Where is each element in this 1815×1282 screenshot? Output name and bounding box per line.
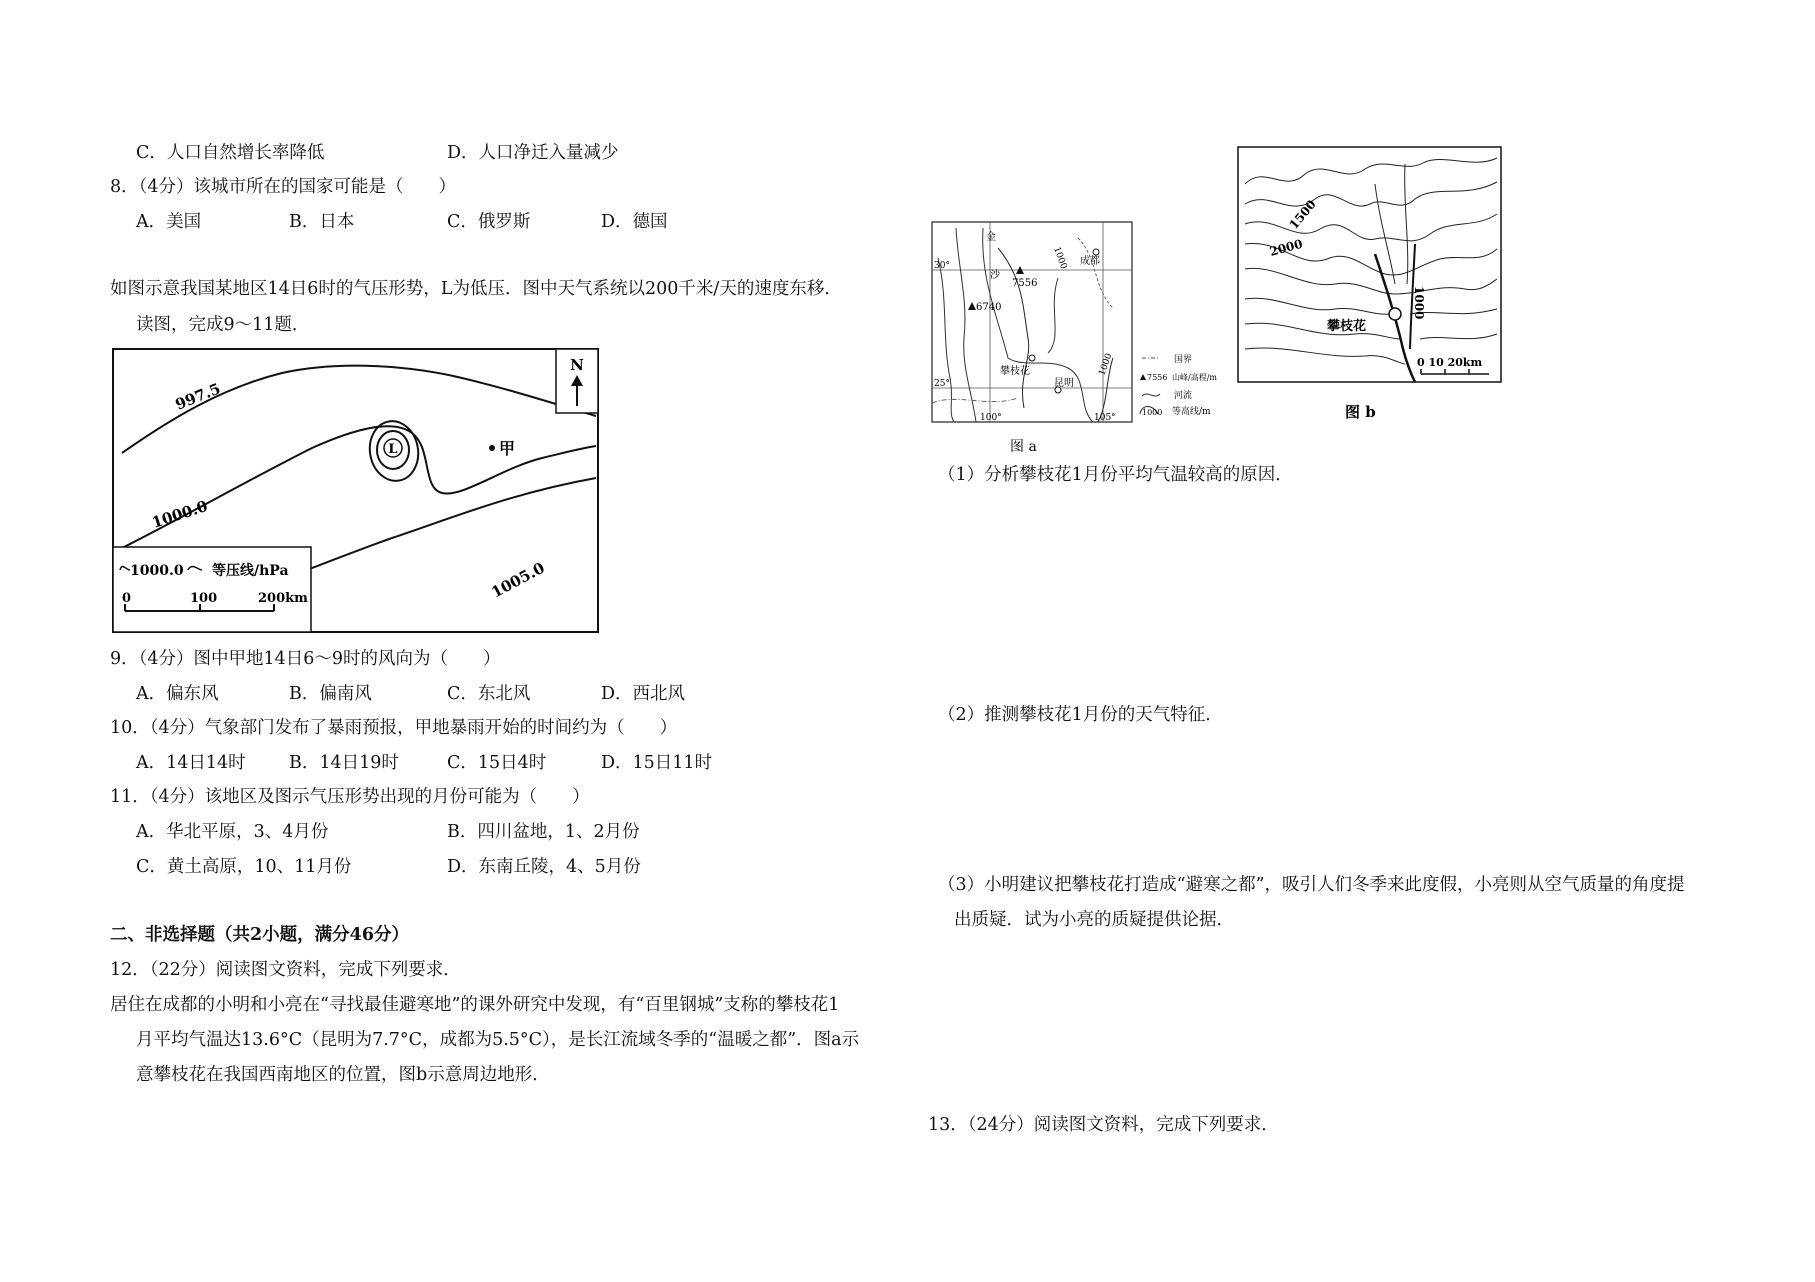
map-b-contour-1500: 1500 — [1286, 197, 1319, 232]
q11-option-a: A．华北平原，3、4月份 — [136, 822, 329, 842]
section-2-heading: 二、非选择题（共2小题，满分46分） — [110, 925, 410, 945]
q12-paragraph-line1: 居住在成都的小明和小亮在“寻找最佳避寒地”的课外研究中发现，有“百里钢城”支称的攀枝花1 — [110, 995, 840, 1015]
q8-option-c: C．俄罗斯 — [447, 212, 531, 232]
q12-stem: 12．（22分）阅读图文资料，完成下列要求． — [110, 960, 461, 980]
map-a-panzhihua: 攀枝花 — [1000, 366, 1030, 377]
legend-isobar-value: 1000.0 — [130, 563, 184, 579]
q8-stem: 8．（4分）该城市所在的国家可能是（ ） — [110, 177, 457, 197]
q12-paragraph-line2: 月平均气温达13.6°C（昆明为7.7°C，成都为5.5°C），是长江流域冬季的“温暖之都”．图a示 — [136, 1030, 860, 1050]
q11-option-c: C．黄土高原，10、11月份 — [136, 857, 352, 877]
map-a-chengdu: 成都 — [1080, 256, 1100, 267]
q9-option-d: D．西北风 — [601, 684, 686, 704]
pressure-map — [112, 348, 599, 633]
q12-part3-line2: 出质疑．试为小亮的质疑提供论据． — [954, 910, 1234, 930]
low-pressure-label: L — [388, 442, 398, 457]
q12-part1: （1）分析攀枝花1月份平均气温较高的原因． — [938, 465, 1293, 485]
q8-option-a: A．美国 — [136, 212, 202, 232]
map-a-legend-contour: 等高线/m — [1172, 407, 1211, 417]
q8-option-d: D．德国 — [601, 212, 668, 232]
q8-option-b: B．日本 — [289, 212, 355, 232]
q10-option-a: A．14日14时 — [136, 753, 246, 773]
map-a-caption: 图 a — [1010, 439, 1037, 455]
legend-isobar-label: 等压线/hPa — [212, 563, 289, 579]
map-a-legend-peak: 山峰/高程/m — [1172, 373, 1217, 382]
map-a-location — [928, 218, 1228, 456]
map-a-river-sha: 沙 — [990, 270, 1000, 281]
map-a-kunming: 昆明 — [1054, 378, 1074, 389]
q11-option-b: B．四川盆地，1、2月份 — [447, 822, 640, 842]
map-a-lon-105: 105° — [1094, 413, 1116, 423]
q7-option-c: C．人口自然增长率降低 — [136, 143, 325, 163]
q10-option-c: C．15日4时 — [447, 753, 547, 773]
north-label: N — [570, 356, 584, 374]
q13-stem: 13．（24分）阅读图文资料，完成下列要求． — [928, 1115, 1279, 1135]
isobar-1000-label: 1000.0 — [149, 496, 210, 532]
map-b-contour-1000: 1000 — [1412, 286, 1426, 320]
map-a-lon-100: 100° — [980, 413, 1002, 423]
q11-option-d: D．东南丘陵，4、5月份 — [447, 857, 641, 877]
q11-stem: 11．（4分）该地区及图示气压形势出现的月份可能为（ ） — [110, 787, 590, 807]
q10-option-d: D．15日11时 — [601, 753, 713, 773]
map-a-contour-1000-a: 1000 — [1051, 245, 1069, 271]
map-a-river-jin: 金 — [986, 232, 996, 243]
q12-part3-line1: （3）小明建议把攀枝花打造成“避寒之都”，吸引人们冬季来此度假，小亮则从空气质量的角度提 — [938, 875, 1685, 895]
map-b-panzhihua: 攀枝花 — [1327, 319, 1367, 334]
map-b-scale: 0 10 20km — [1417, 356, 1483, 369]
q9-stem: 9．（4分）图中甲地14日6～9时的风向为（ ） — [110, 649, 501, 669]
q9-option-a: A．偏东风 — [136, 684, 219, 704]
map-a-contour-1000-b: 1000 — [1097, 352, 1115, 378]
scale-0: 0 — [122, 591, 132, 606]
map-b-terrain — [1235, 144, 1505, 426]
map-b-caption: 图 b — [1345, 403, 1376, 421]
scale-100: 100 — [190, 591, 218, 606]
map-a-legend-border: 国界 — [1174, 355, 1193, 365]
q10-option-b: B．14日19时 — [289, 753, 399, 773]
map-a-lat-30: 30° — [934, 261, 950, 271]
isobar-1005-label: 1005.0 — [488, 558, 548, 602]
scale-200: 200km — [258, 591, 308, 606]
map-a-lat-25: 25° — [934, 379, 950, 389]
map-a-peak-7556: 7556 — [1012, 278, 1038, 289]
q7-option-d: D．人口净迁入量减少 — [447, 143, 619, 163]
intro-9-11-line1: 如图示意我国某地区14日6时的气压形势，L为低压．图中天气系统以200千米/天的速度东移． — [110, 279, 842, 299]
point-jia-label: 甲 — [499, 439, 516, 458]
map-b-contour-2000: 2000 — [1268, 236, 1305, 259]
map-a-legend-peak-value: 7556 — [1147, 373, 1168, 382]
q10-stem: 10．（4分）气象部门发布了暴雨预报，甲地暴雨开始的时间约为（ ） — [110, 718, 678, 738]
intro-9-11-line2: 读图，完成9～11题． — [136, 315, 310, 335]
isobar-997-label: 997.5 — [172, 379, 224, 414]
q12-paragraph-line3: 意攀枝花在我国西南地区的位置，图b示意周边地形． — [136, 1065, 550, 1085]
map-a-legend-river: 河流 — [1174, 391, 1193, 401]
q9-option-b: B．偏南风 — [289, 684, 372, 704]
map-a-peak-6740: 6740 — [976, 302, 1002, 313]
q12-part2: （2）推测攀枝花1月份的天气特征． — [938, 705, 1223, 725]
map-a-legend-contour-value: 1000 — [1142, 408, 1163, 417]
q9-option-c: C．东北风 — [447, 684, 531, 704]
